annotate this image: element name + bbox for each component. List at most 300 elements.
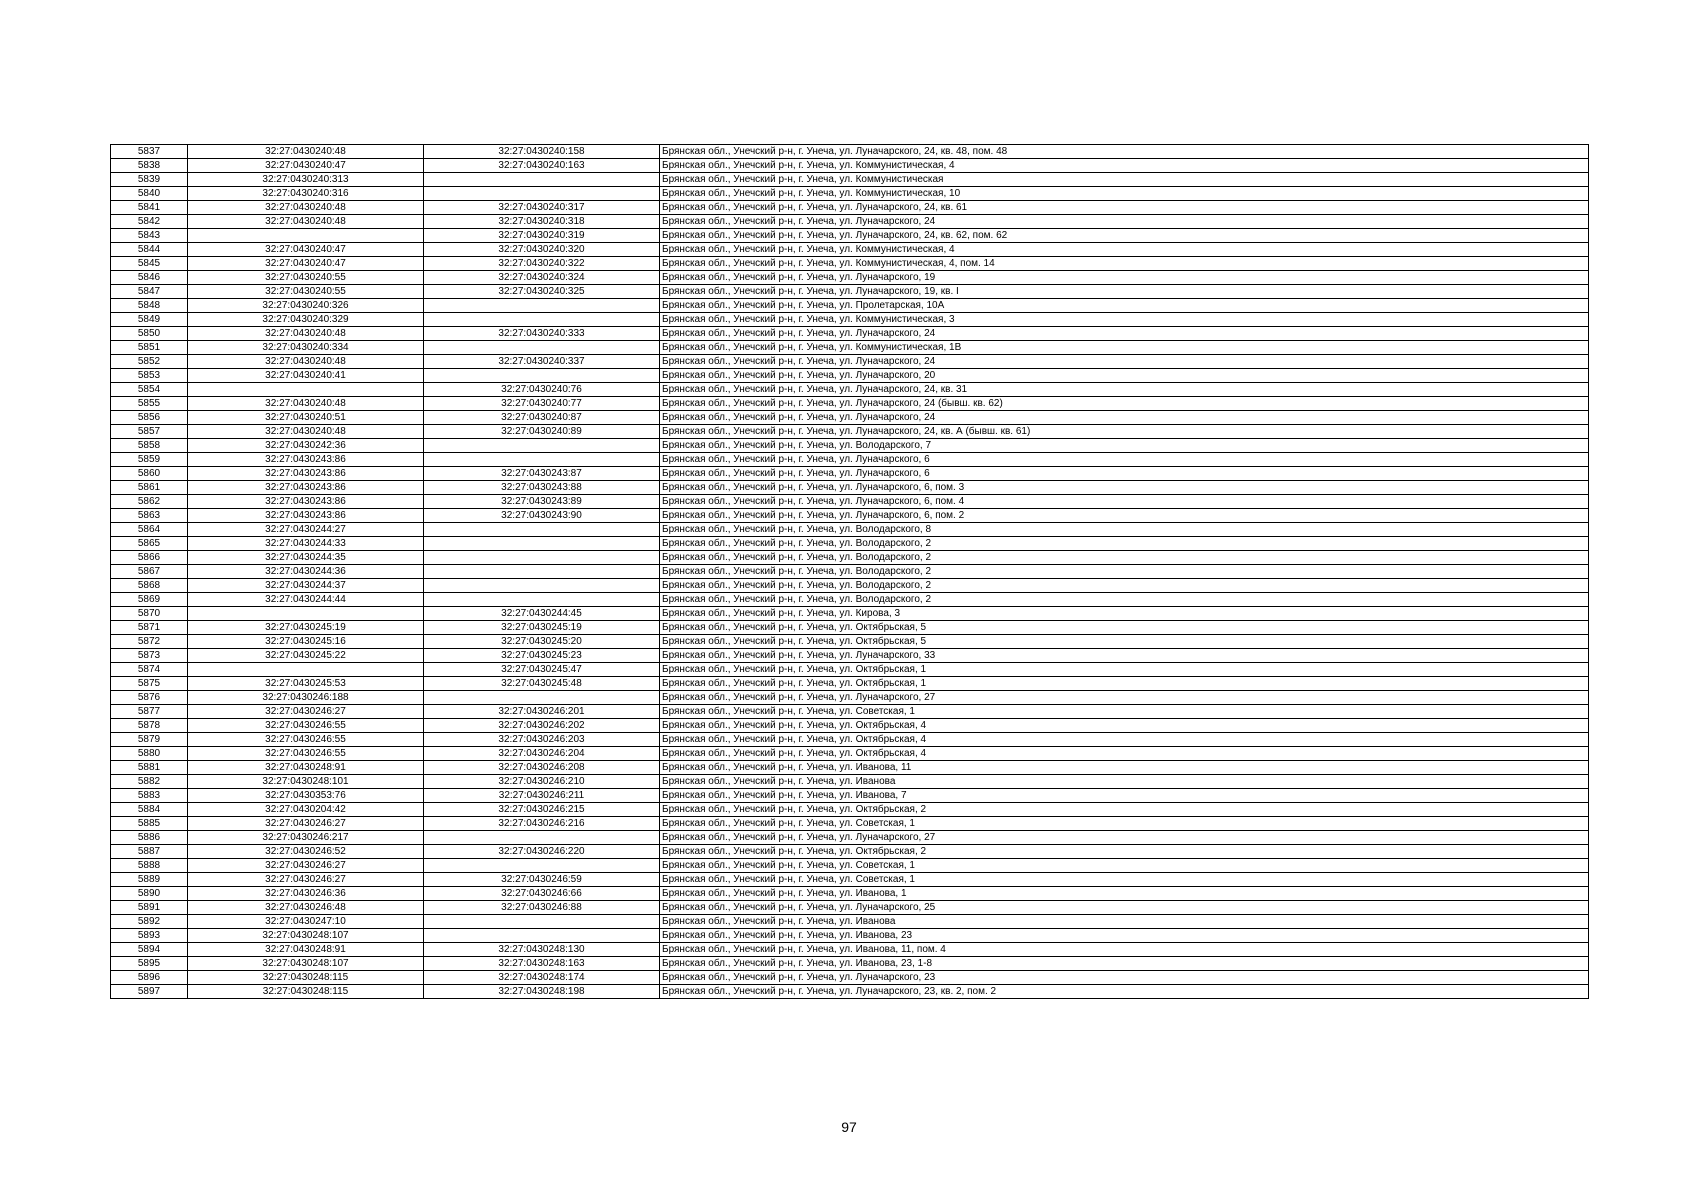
cadastral-number-cell: 32:27:0430248:115	[188, 985, 424, 999]
related-cadastral-number-cell: 32:27:0430243:89	[424, 495, 660, 509]
table-row	[111, 551, 1589, 565]
cadastral-number-cell: 32:27:0430240:334	[188, 341, 424, 355]
row-number-cell: 5850	[111, 327, 188, 341]
address-cell: Брянская обл., Унечский р-н, г. Унеча, ул. Коммунистическая	[660, 173, 1589, 187]
related-cadastral-number-cell: 32:27:0430245:19	[424, 621, 660, 635]
row-number-cell: 5879	[111, 733, 188, 747]
table-row	[111, 299, 1589, 313]
table-row	[111, 439, 1589, 453]
table-row	[111, 341, 1589, 355]
related-cadastral-number-cell: 32:27:0430246:59	[424, 873, 660, 887]
related-cadastral-number-cell: 32:27:0430240:87	[424, 411, 660, 425]
related-cadastral-number-cell	[424, 929, 660, 943]
related-cadastral-number-cell	[424, 915, 660, 929]
cadastral-number-cell: 32:27:0430240:55	[188, 285, 424, 299]
table-row	[111, 565, 1589, 579]
related-cadastral-number-cell: 32:27:0430243:87	[424, 467, 660, 481]
row-number-cell: 5847	[111, 285, 188, 299]
address-cell: Брянская обл., Унечский р-н, г. Унеча, ул. Иванова	[660, 915, 1589, 929]
address-cell: Брянская обл., Унечский р-н, г. Унеча, ул. Луначарского, 6, пом. 3	[660, 481, 1589, 495]
cadastral-number-cell: 32:27:0430245:16	[188, 635, 424, 649]
table-row	[111, 383, 1589, 397]
address-cell: Брянская обл., Унечский р-н, г. Унеча, ул. Коммунистическая, 4, пом. 14	[660, 257, 1589, 271]
cadastral-number-cell: 32:27:0430248:91	[188, 943, 424, 957]
related-cadastral-number-cell	[424, 299, 660, 313]
row-number-cell: 5861	[111, 481, 188, 495]
related-cadastral-number-cell: 32:27:0430240:76	[424, 383, 660, 397]
table-row	[111, 187, 1589, 201]
table-row	[111, 971, 1589, 985]
table-row	[111, 593, 1589, 607]
address-cell: Брянская обл., Унечский р-н, г. Унеча, ул. Володарского, 2	[660, 537, 1589, 551]
cadastral-number-cell: 32:27:0430245:19	[188, 621, 424, 635]
table-row	[111, 145, 1589, 159]
related-cadastral-number-cell: 32:27:0430246:220	[424, 845, 660, 859]
row-number-cell: 5866	[111, 551, 188, 565]
row-number-cell: 5858	[111, 439, 188, 453]
table-row	[111, 915, 1589, 929]
address-cell: Брянская обл., Унечский р-н, г. Унеча, ул. Октябрьская, 1	[660, 663, 1589, 677]
address-cell: Брянская обл., Унечский р-н, г. Унеча, ул. Луначарского, 24	[660, 355, 1589, 369]
table-row	[111, 621, 1589, 635]
cadastral-number-cell: 32:27:0430246:55	[188, 733, 424, 747]
row-number-cell: 5893	[111, 929, 188, 943]
related-cadastral-number-cell: 32:27:0430246:203	[424, 733, 660, 747]
cadastral-number-cell: 32:27:0430244:37	[188, 579, 424, 593]
address-cell: Брянская обл., Унечский р-н, г. Унеча, ул. Коммунистическая, 3	[660, 313, 1589, 327]
related-cadastral-number-cell: 32:27:0430240:163	[424, 159, 660, 173]
table-row	[111, 579, 1589, 593]
row-number-cell: 5839	[111, 173, 188, 187]
related-cadastral-number-cell: 32:27:0430248:174	[424, 971, 660, 985]
row-number-cell: 5838	[111, 159, 188, 173]
row-number-cell: 5844	[111, 243, 188, 257]
related-cadastral-number-cell	[424, 173, 660, 187]
table-row	[111, 285, 1589, 299]
cadastral-number-cell: 32:27:0430240:48	[188, 355, 424, 369]
related-cadastral-number-cell: 32:27:0430248:198	[424, 985, 660, 999]
address-cell: Брянская обл., Унечский р-н, г. Унеча, ул. Луначарского, 24, кв. 48, пом. 48	[660, 145, 1589, 159]
related-cadastral-number-cell: 32:27:0430246:201	[424, 705, 660, 719]
related-cadastral-number-cell	[424, 859, 660, 873]
table-row	[111, 537, 1589, 551]
address-cell: Брянская обл., Унечский р-н, г. Унеча, ул. Луначарского, 24, кв. 61	[660, 201, 1589, 215]
table-row	[111, 859, 1589, 873]
cadastral-number-cell: 32:27:0430244:35	[188, 551, 424, 565]
cadastral-number-cell: 32:27:0430243:86	[188, 481, 424, 495]
related-cadastral-number-cell	[424, 565, 660, 579]
row-number-cell: 5863	[111, 509, 188, 523]
table-row	[111, 649, 1589, 663]
row-number-cell: 5877	[111, 705, 188, 719]
address-cell: Брянская обл., Унечский р-н, г. Унеча, ул. Володарского, 8	[660, 523, 1589, 537]
row-number-cell: 5852	[111, 355, 188, 369]
row-number-cell: 5880	[111, 747, 188, 761]
cadastral-number-cell: 32:27:0430353:76	[188, 789, 424, 803]
address-cell: Брянская обл., Унечский р-н, г. Унеча, ул. Володарского, 2	[660, 565, 1589, 579]
address-cell: Брянская обл., Унечский р-н, г. Унеча, ул. Иванова, 11	[660, 761, 1589, 775]
related-cadastral-number-cell: 32:27:0430240:319	[424, 229, 660, 243]
cadastral-number-cell: 32:27:0430246:52	[188, 845, 424, 859]
cadastral-number-cell: 32:27:0430240:48	[188, 425, 424, 439]
address-cell: Брянская обл., Унечский р-н, г. Унеча, ул. Луначарского, 24	[660, 411, 1589, 425]
row-number-cell: 5875	[111, 677, 188, 691]
address-cell: Брянская обл., Унечский р-н, г. Унеча, ул. Луначарского, 27	[660, 691, 1589, 705]
address-cell: Брянская обл., Унечский р-н, г. Унеча, ул. Луначарского, 24 (бывш. кв. 62)	[660, 397, 1589, 411]
related-cadastral-number-cell	[424, 551, 660, 565]
cadastral-number-cell: 32:27:0430245:53	[188, 677, 424, 691]
cadastral-number-cell: 32:27:0430246:188	[188, 691, 424, 705]
cadastral-number-cell: 32:27:0430246:217	[188, 831, 424, 845]
related-cadastral-number-cell: 32:27:0430240:318	[424, 215, 660, 229]
address-cell: Брянская обл., Унечский р-н, г. Унеча, ул. Луначарского, 24, кв. А (бывш. кв. 61)	[660, 425, 1589, 439]
related-cadastral-number-cell	[424, 341, 660, 355]
table-row	[111, 467, 1589, 481]
address-cell: Брянская обл., Унечский р-н, г. Унеча, ул. Коммунистическая, 4	[660, 243, 1589, 257]
registry-table-body	[111, 145, 1589, 999]
table-row	[111, 481, 1589, 495]
cadastral-number-cell: 32:27:0430248:107	[188, 929, 424, 943]
table-row	[111, 635, 1589, 649]
table-row	[111, 985, 1589, 999]
cadastral-number-cell: 32:27:0430240:48	[188, 327, 424, 341]
cadastral-number-cell: 32:27:0430247:10	[188, 915, 424, 929]
table-row	[111, 845, 1589, 859]
related-cadastral-number-cell: 32:27:0430245:20	[424, 635, 660, 649]
table-row	[111, 789, 1589, 803]
related-cadastral-number-cell: 32:27:0430246:208	[424, 761, 660, 775]
address-cell: Брянская обл., Унечский р-н, г. Унеча, ул. Луначарского, 33	[660, 649, 1589, 663]
related-cadastral-number-cell: 32:27:0430240:333	[424, 327, 660, 341]
cadastral-number-cell: 32:27:0430240:316	[188, 187, 424, 201]
row-number-cell: 5860	[111, 467, 188, 481]
address-cell: Брянская обл., Унечский р-н, г. Унеча, ул. Октябрьская, 5	[660, 621, 1589, 635]
table-row	[111, 943, 1589, 957]
cadastral-number-cell: 32:27:0430244:33	[188, 537, 424, 551]
related-cadastral-number-cell: 32:27:0430240:77	[424, 397, 660, 411]
row-number-cell: 5891	[111, 901, 188, 915]
related-cadastral-number-cell	[424, 593, 660, 607]
related-cadastral-number-cell: 32:27:0430246:66	[424, 887, 660, 901]
cadastral-number-cell: 32:27:0430243:86	[188, 509, 424, 523]
cadastral-number-cell: 32:27:0430240:41	[188, 369, 424, 383]
cadastral-number-cell: 32:27:0430240:48	[188, 201, 424, 215]
table-row	[111, 761, 1589, 775]
table-row	[111, 929, 1589, 943]
address-cell: Брянская обл., Унечский р-н, г. Унеча, ул. Иванова, 11, пом. 4	[660, 943, 1589, 957]
table-row	[111, 327, 1589, 341]
cadastral-number-cell: 32:27:0430243:86	[188, 495, 424, 509]
row-number-cell: 5841	[111, 201, 188, 215]
related-cadastral-number-cell: 32:27:0430246:88	[424, 901, 660, 915]
address-cell: Брянская обл., Унечский р-н, г. Унеча, ул. Луначарского, 27	[660, 831, 1589, 845]
address-cell: Брянская обл., Унечский р-н, г. Унеча, ул. Иванова, 1	[660, 887, 1589, 901]
cadastral-number-cell: 32:27:0430242:36	[188, 439, 424, 453]
cadastral-number-cell: 32:27:0430243:86	[188, 453, 424, 467]
address-cell: Брянская обл., Унечский р-н, г. Унеча, ул. Луначарского, 6, пом. 4	[660, 495, 1589, 509]
table-row	[111, 369, 1589, 383]
row-number-cell: 5883	[111, 789, 188, 803]
row-number-cell: 5856	[111, 411, 188, 425]
address-cell: Брянская обл., Унечский р-н, г. Унеча, ул. Коммунистическая, 1В	[660, 341, 1589, 355]
table-row	[111, 747, 1589, 761]
cadastral-number-cell: 32:27:0430244:27	[188, 523, 424, 537]
row-number-cell: 5853	[111, 369, 188, 383]
cadastral-number-cell: 32:27:0430245:22	[188, 649, 424, 663]
table-row	[111, 957, 1589, 971]
table-row	[111, 691, 1589, 705]
address-cell: Брянская обл., Унечский р-н, г. Унеча, ул. Луначарского, 24, кв. 31	[660, 383, 1589, 397]
address-cell: Брянская обл., Унечский р-н, г. Унеча, ул. Советская, 1	[660, 705, 1589, 719]
address-cell: Брянская обл., Унечский р-н, г. Унеча, ул. Луначарского, 23, кв. 2, пом. 2	[660, 985, 1589, 999]
row-number-cell: 5869	[111, 593, 188, 607]
row-number-cell: 5843	[111, 229, 188, 243]
address-cell: Брянская обл., Унечский р-н, г. Унеча, ул. Октябрьская, 5	[660, 635, 1589, 649]
table-row	[111, 775, 1589, 789]
row-number-cell: 5846	[111, 271, 188, 285]
cadastral-number-cell: 32:27:0430246:27	[188, 859, 424, 873]
cadastral-number-cell: 32:27:0430246:55	[188, 747, 424, 761]
related-cadastral-number-cell: 32:27:0430240:320	[424, 243, 660, 257]
row-number-cell: 5892	[111, 915, 188, 929]
address-cell: Брянская обл., Унечский р-н, г. Унеча, ул. Пролетарская, 10А	[660, 299, 1589, 313]
cadastral-number-cell: 32:27:0430246:48	[188, 901, 424, 915]
cadastral-number-cell: 32:27:0430240:55	[188, 271, 424, 285]
row-number-cell: 5868	[111, 579, 188, 593]
cadastral-number-cell: 32:27:0430240:326	[188, 299, 424, 313]
related-cadastral-number-cell	[424, 691, 660, 705]
cadastral-number-cell: 32:27:0430248:115	[188, 971, 424, 985]
table-row	[111, 411, 1589, 425]
related-cadastral-number-cell	[424, 537, 660, 551]
table-row	[111, 523, 1589, 537]
address-cell: Брянская обл., Унечский р-н, г. Унеча, ул. Луначарского, 19, кв. I	[660, 285, 1589, 299]
related-cadastral-number-cell: 32:27:0430245:48	[424, 677, 660, 691]
table-row	[111, 803, 1589, 817]
row-number-cell: 5884	[111, 803, 188, 817]
row-number-cell: 5895	[111, 957, 188, 971]
table-row	[111, 215, 1589, 229]
row-number-cell: 5851	[111, 341, 188, 355]
related-cadastral-number-cell: 32:27:0430246:215	[424, 803, 660, 817]
cadastral-number-cell: 32:27:0430240:47	[188, 159, 424, 173]
cadastral-number-cell: 32:27:0430240:329	[188, 313, 424, 327]
address-cell: Брянская обл., Унечский р-н, г. Унеча, ул. Луначарского, 6, пом. 2	[660, 509, 1589, 523]
row-number-cell: 5840	[111, 187, 188, 201]
table-row	[111, 243, 1589, 257]
table-row	[111, 271, 1589, 285]
registry-table	[110, 144, 1589, 999]
related-cadastral-number-cell	[424, 831, 660, 845]
address-cell: Брянская обл., Унечский р-н, г. Унеча, ул. Советская, 1	[660, 873, 1589, 887]
row-number-cell: 5886	[111, 831, 188, 845]
row-number-cell: 5865	[111, 537, 188, 551]
row-number-cell: 5894	[111, 943, 188, 957]
row-number-cell: 5882	[111, 775, 188, 789]
address-cell: Брянская обл., Унечский р-н, г. Унеча, ул. Луначарского, 20	[660, 369, 1589, 383]
cadastral-number-cell	[188, 663, 424, 677]
address-cell: Брянская обл., Унечский р-н, г. Унеча, ул. Володарского, 2	[660, 551, 1589, 565]
address-cell: Брянская обл., Унечский р-н, г. Унеча, ул. Октябрьская, 4	[660, 719, 1589, 733]
related-cadastral-number-cell	[424, 187, 660, 201]
row-number-cell: 5859	[111, 453, 188, 467]
address-cell: Брянская обл., Унечский р-н, г. Унеча, ул. Луначарского, 25	[660, 901, 1589, 915]
address-cell: Брянская обл., Унечский р-н, г. Унеча, ул. Луначарского, 23	[660, 971, 1589, 985]
row-number-cell: 5885	[111, 817, 188, 831]
cadastral-number-cell: 32:27:0430246:36	[188, 887, 424, 901]
address-cell: Брянская обл., Унечский р-н, г. Унеча, ул. Володарского, 7	[660, 439, 1589, 453]
address-cell: Брянская обл., Унечский р-н, г. Унеча, ул. Октябрьская, 4	[660, 747, 1589, 761]
row-number-cell: 5867	[111, 565, 188, 579]
table-row	[111, 509, 1589, 523]
row-number-cell: 5878	[111, 719, 188, 733]
related-cadastral-number-cell: 32:27:0430243:90	[424, 509, 660, 523]
row-number-cell: 5864	[111, 523, 188, 537]
related-cadastral-number-cell: 32:27:0430243:88	[424, 481, 660, 495]
cadastral-number-cell: 32:27:0430248:91	[188, 761, 424, 775]
row-number-cell: 5870	[111, 607, 188, 621]
cadastral-number-cell: 32:27:0430244:44	[188, 593, 424, 607]
address-cell: Брянская обл., Унечский р-н, г. Унеча, ул. Октябрьская, 2	[660, 845, 1589, 859]
cadastral-number-cell: 32:27:0430248:107	[188, 957, 424, 971]
row-number-cell: 5862	[111, 495, 188, 509]
cadastral-number-cell: 32:27:0430240:48	[188, 145, 424, 159]
related-cadastral-number-cell: 32:27:0430246:204	[424, 747, 660, 761]
address-cell: Брянская обл., Унечский р-н, г. Унеча, ул. Луначарского, 24	[660, 327, 1589, 341]
related-cadastral-number-cell	[424, 453, 660, 467]
row-number-cell: 5837	[111, 145, 188, 159]
row-number-cell: 5845	[111, 257, 188, 271]
table-row	[111, 817, 1589, 831]
cadastral-number-cell: 32:27:0430204:42	[188, 803, 424, 817]
cadastral-number-cell: 32:27:0430246:27	[188, 817, 424, 831]
row-number-cell: 5874	[111, 663, 188, 677]
table-row	[111, 607, 1589, 621]
related-cadastral-number-cell: 32:27:0430246:211	[424, 789, 660, 803]
cadastral-number-cell: 32:27:0430246:27	[188, 705, 424, 719]
row-number-cell: 5881	[111, 761, 188, 775]
related-cadastral-number-cell: 32:27:0430244:45	[424, 607, 660, 621]
table-row	[111, 887, 1589, 901]
row-number-cell: 5872	[111, 635, 188, 649]
address-cell: Брянская обл., Унечский р-н, г. Унеча, ул. Иванова, 23	[660, 929, 1589, 943]
table-row	[111, 173, 1589, 187]
table-row	[111, 159, 1589, 173]
table-row	[111, 873, 1589, 887]
row-number-cell: 5855	[111, 397, 188, 411]
address-cell: Брянская обл., Унечский р-н, г. Унеча, ул. Иванова, 23, 1-8	[660, 957, 1589, 971]
table-row	[111, 397, 1589, 411]
row-number-cell: 5876	[111, 691, 188, 705]
cadastral-number-cell: 32:27:0430240:48	[188, 397, 424, 411]
row-number-cell: 5854	[111, 383, 188, 397]
related-cadastral-number-cell	[424, 579, 660, 593]
address-cell: Брянская обл., Унечский р-н, г. Унеча, ул. Иванова, 7	[660, 789, 1589, 803]
table-row	[111, 901, 1589, 915]
related-cadastral-number-cell	[424, 369, 660, 383]
table-row	[111, 663, 1589, 677]
address-cell: Брянская обл., Унечский р-н, г. Унеча, ул. Советская, 1	[660, 817, 1589, 831]
address-cell: Брянская обл., Унечский р-н, г. Унеча, ул. Луначарского, 19	[660, 271, 1589, 285]
related-cadastral-number-cell: 32:27:0430240:324	[424, 271, 660, 285]
row-number-cell: 5896	[111, 971, 188, 985]
address-cell: Брянская обл., Унечский р-н, г. Унеча, ул. Иванова	[660, 775, 1589, 789]
row-number-cell: 5848	[111, 299, 188, 313]
row-number-cell: 5889	[111, 873, 188, 887]
table-row	[111, 677, 1589, 691]
related-cadastral-number-cell: 32:27:0430245:47	[424, 663, 660, 677]
table-row	[111, 733, 1589, 747]
address-cell: Брянская обл., Унечский р-н, г. Унеча, ул. Кирова, 3	[660, 607, 1589, 621]
cadastral-number-cell: 32:27:0430240:51	[188, 411, 424, 425]
address-cell: Брянская обл., Унечский р-н, г. Унеча, ул. Коммунистическая, 4	[660, 159, 1589, 173]
cadastral-number-cell: 32:27:0430244:36	[188, 565, 424, 579]
related-cadastral-number-cell	[424, 313, 660, 327]
address-cell: Брянская обл., Унечский р-н, г. Унеча, ул. Октябрьская, 4	[660, 733, 1589, 747]
related-cadastral-number-cell: 32:27:0430240:322	[424, 257, 660, 271]
address-cell: Брянская обл., Унечский р-н, г. Унеча, ул. Луначарского, 6	[660, 453, 1589, 467]
row-number-cell: 5873	[111, 649, 188, 663]
table-row	[111, 705, 1589, 719]
table-row	[111, 453, 1589, 467]
cadastral-number-cell	[188, 229, 424, 243]
related-cadastral-number-cell: 32:27:0430248:130	[424, 943, 660, 957]
related-cadastral-number-cell: 32:27:0430240:337	[424, 355, 660, 369]
table-row	[111, 425, 1589, 439]
table-row	[111, 495, 1589, 509]
table-row	[111, 831, 1589, 845]
table-row	[111, 229, 1589, 243]
table-row	[111, 355, 1589, 369]
row-number-cell: 5842	[111, 215, 188, 229]
row-number-cell: 5890	[111, 887, 188, 901]
address-cell: Брянская обл., Унечский р-н, г. Унеча, ул. Володарского, 2	[660, 593, 1589, 607]
table-row	[111, 201, 1589, 215]
row-number-cell: 5871	[111, 621, 188, 635]
related-cadastral-number-cell: 32:27:0430246:210	[424, 775, 660, 789]
cadastral-number-cell	[188, 607, 424, 621]
related-cadastral-number-cell: 32:27:0430240:317	[424, 201, 660, 215]
address-cell: Брянская обл., Унечский р-н, г. Унеча, ул. Луначарского, 6	[660, 467, 1589, 481]
row-number-cell: 5849	[111, 313, 188, 327]
related-cadastral-number-cell	[424, 439, 660, 453]
related-cadastral-number-cell: 32:27:0430245:23	[424, 649, 660, 663]
address-cell: Брянская обл., Унечский р-н, г. Унеча, ул. Луначарского, 24	[660, 215, 1589, 229]
cadastral-number-cell: 32:27:0430240:47	[188, 257, 424, 271]
cadastral-number-cell: 32:27:0430246:27	[188, 873, 424, 887]
table-row	[111, 257, 1589, 271]
related-cadastral-number-cell: 32:27:0430240:158	[424, 145, 660, 159]
address-cell: Брянская обл., Унечский р-н, г. Унеча, ул. Володарского, 2	[660, 579, 1589, 593]
cadastral-number-cell: 32:27:0430240:313	[188, 173, 424, 187]
address-cell: Брянская обл., Унечский р-н, г. Унеча, ул. Луначарского, 24, кв. 62, пом. 62	[660, 229, 1589, 243]
cadastral-number-cell: 32:27:0430240:47	[188, 243, 424, 257]
related-cadastral-number-cell: 32:27:0430248:163	[424, 957, 660, 971]
address-cell: Брянская обл., Унечский р-н, г. Унеча, ул. Советская, 1	[660, 859, 1589, 873]
row-number-cell: 5888	[111, 859, 188, 873]
related-cadastral-number-cell: 32:27:0430240:89	[424, 425, 660, 439]
cadastral-number-cell	[188, 383, 424, 397]
related-cadastral-number-cell: 32:27:0430246:216	[424, 817, 660, 831]
row-number-cell: 5857	[111, 425, 188, 439]
cadastral-number-cell: 32:27:0430240:48	[188, 215, 424, 229]
address-cell: Брянская обл., Унечский р-н, г. Унеча, ул. Октябрьская, 2	[660, 803, 1589, 817]
related-cadastral-number-cell: 32:27:0430240:325	[424, 285, 660, 299]
table-row	[111, 313, 1589, 327]
cadastral-number-cell: 32:27:0430243:86	[188, 467, 424, 481]
related-cadastral-number-cell	[424, 523, 660, 537]
table-row	[111, 719, 1589, 733]
